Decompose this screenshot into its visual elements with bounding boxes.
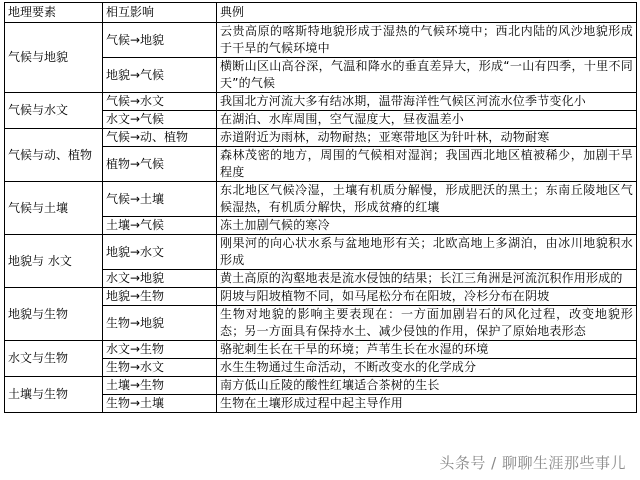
- factor-cell: 气候与动、植物: [5, 129, 103, 182]
- relation-cell: 气候→土壤: [103, 182, 217, 217]
- table-row: [5, 182, 637, 217]
- header-factor: 地理要素: [5, 3, 103, 23]
- factor-cell: 地貌与 水文: [5, 235, 103, 288]
- factor-cell: 水文与生物: [5, 341, 103, 377]
- header-relation: 相互影响: [103, 3, 217, 23]
- table-row: [5, 235, 637, 270]
- factor-cell: 气候与水文: [5, 93, 103, 129]
- relation-cell: 地貌→气候: [103, 58, 217, 93]
- factor-cell: 地貌与生物: [5, 288, 103, 341]
- example-cell: 生物对地貌的影响主要表现在：一方面加剧岩石的风化过程，改变地貌形态；另一方面具有保持水土、减少侵蚀的作用，保护了原始地表形态: [217, 306, 637, 341]
- header-row: [5, 3, 637, 23]
- example-cell: 骆驼刺生长在干旱的环境；芦苇生长在水湿的环境: [217, 341, 637, 359]
- relation-cell: 水文→气候: [103, 111, 217, 129]
- example-cell: 森林茂密的地方，周围的气候相对湿润；我国西北地区植被稀少，加剧干旱程度: [217, 147, 637, 182]
- relation-cell: 水文→生物: [103, 341, 217, 359]
- relation-cell: 地貌→生物: [103, 288, 217, 306]
- relation-cell: 地貌→水文: [103, 235, 217, 270]
- example-cell: 东北地区气候冷湿，土壤有机质分解慢，形成肥沃的黑土；东南丘陵地区气候湿热，有机质分解快，形成贫瘠的红壤: [217, 182, 637, 217]
- example-cell: 赤道附近为雨林，动物耐热；亚寒带地区为针叶林，动物耐寒: [217, 129, 637, 147]
- example-cell: 刚果河的向心状水系与盆地地形有关；北欧高地上多湖泊，由冰川地貌积水形成: [217, 235, 637, 270]
- header-example: 典例: [217, 3, 637, 23]
- example-cell: 我国北方河流大多有结冰期，温带海洋性气候区河流水位季节变化小: [217, 93, 637, 111]
- factor-cell: 气候与地貌: [5, 23, 103, 93]
- example-cell: 水生生物通过生命活动，不断改变水的化学成分: [217, 359, 637, 377]
- relation-cell: 植物→气候: [103, 147, 217, 182]
- factor-cell: 土壤与生物: [5, 377, 103, 413]
- relation-cell: 气候→动、植物: [103, 129, 217, 147]
- example-cell: 在湖泊、水库周围，空气湿度大，昼夜温差小: [217, 111, 637, 129]
- table-row: [5, 93, 637, 111]
- relation-cell: 生物→地貌: [103, 306, 217, 341]
- relation-cell: 水文→地貌: [103, 270, 217, 288]
- example-cell: 生物在土壤形成过程中起主导作用: [217, 395, 637, 413]
- relation-cell: 气候→水文: [103, 93, 217, 111]
- example-cell: 横断山区山高谷深，气温和降水的垂直差异大，形成“一山有四季，十里不同天”的气候: [217, 58, 637, 93]
- geography-relations-table: [4, 2, 637, 413]
- relation-cell: 土壤→气候: [103, 217, 217, 235]
- relation-cell: 土壤→生物: [103, 377, 217, 395]
- relation-cell: 生物→水文: [103, 359, 217, 377]
- example-cell: 云贵高原的喀斯特地貌形成于湿热的气候环境中；西北内陆的风沙地貌形成于干旱的气候环境中: [217, 23, 637, 58]
- table-row: [5, 23, 637, 58]
- example-cell: 冻土加剧气候的寒冷: [217, 217, 637, 235]
- example-cell: 南方低山丘陵的酸性红壤适合茶树的生长: [217, 377, 637, 395]
- relation-cell: 气候→地貌: [103, 23, 217, 58]
- example-cell: 阴坡与阳坡植物不同，如马尾松分布在阳坡，冷杉分布在阴坡: [217, 288, 637, 306]
- table-row: [5, 377, 637, 395]
- relation-cell: 生物→土壤: [103, 395, 217, 413]
- table-row: [5, 288, 637, 306]
- factor-cell: 气候与土壤: [5, 182, 103, 235]
- example-cell: 黄土高原的沟壑地表是流水侵蚀的结果；长江三角洲是河流沉积作用形成的: [217, 270, 637, 288]
- table-row: [5, 129, 637, 147]
- table-row: [5, 341, 637, 359]
- watermark: 头条号 / 聊聊生涯那些事儿: [439, 454, 626, 472]
